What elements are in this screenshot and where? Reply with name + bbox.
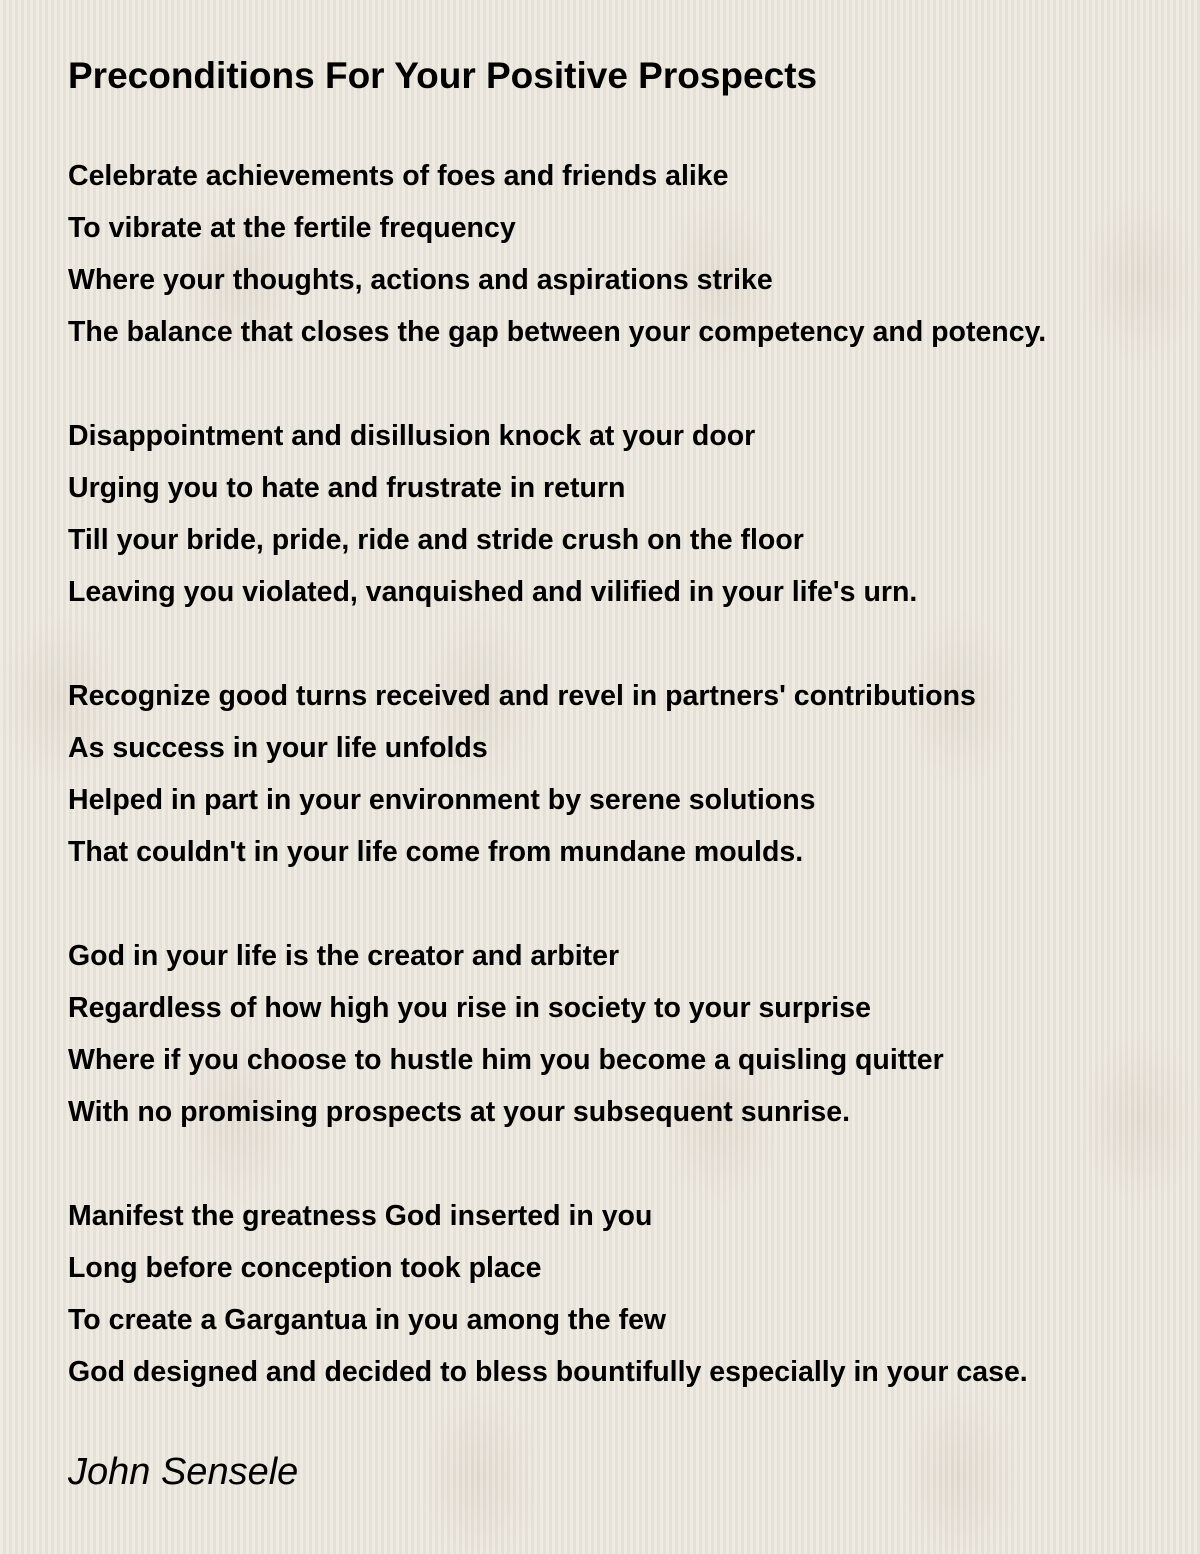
stanza-3: [68, 670, 1193, 878]
poem-line: Leaving you violated, vanquished and vilified in your life's urn.: [68, 576, 918, 608]
stanza-4: [68, 930, 1193, 1138]
poem-line: Celebrate achievements of foes and friends alike: [68, 160, 729, 192]
poem-line: To vibrate at the fertile frequency: [68, 212, 516, 244]
poem-line: God in your life is the creator and arbiter: [68, 940, 620, 972]
poem-line: That couldn't in your life come from mundane moulds.: [68, 836, 804, 868]
stanza-2: [68, 410, 1193, 618]
poem-page: [68, 52, 1193, 1498]
poem-line: Urging you to hate and frustrate in return: [68, 472, 626, 504]
poem-line: Recognize good turns received and revel in partners' contributions: [68, 680, 976, 712]
poem-line: Where your thoughts, actions and aspirations strike: [68, 264, 773, 296]
poem-line: Regardless of how high you rise in society to your surprise: [68, 992, 871, 1024]
poem-line: Long before conception took place: [68, 1252, 542, 1284]
poem-line: Manifest the greatness God inserted in you: [68, 1200, 653, 1232]
poem-line: The balance that closes the gap between your competency and potency.: [68, 316, 1047, 348]
poem-line: God designed and decided to bless bountifully especially in your case.: [68, 1356, 1028, 1388]
poem-line: Where if you choose to hustle him you become a quisling quitter: [68, 1044, 944, 1076]
poem-author: John Sensele: [68, 1451, 299, 1493]
poem-line: Disappointment and disillusion knock at your door: [68, 420, 756, 452]
poem-title: Preconditions For Your Positive Prospects: [68, 55, 818, 96]
poem-line: With no promising prospects at your subsequent sunrise.: [68, 1096, 851, 1128]
poem-line: Till your bride, pride, ride and stride crush on the floor: [68, 524, 804, 556]
poem-line: As success in your life unfolds: [68, 732, 488, 764]
stanza-5: [68, 1190, 1193, 1398]
poem-line: Helped in part in your environment by serene solutions: [68, 784, 816, 816]
poem-line: To create a Gargantua in you among the few: [68, 1304, 667, 1336]
stanza-1: [68, 150, 1193, 358]
